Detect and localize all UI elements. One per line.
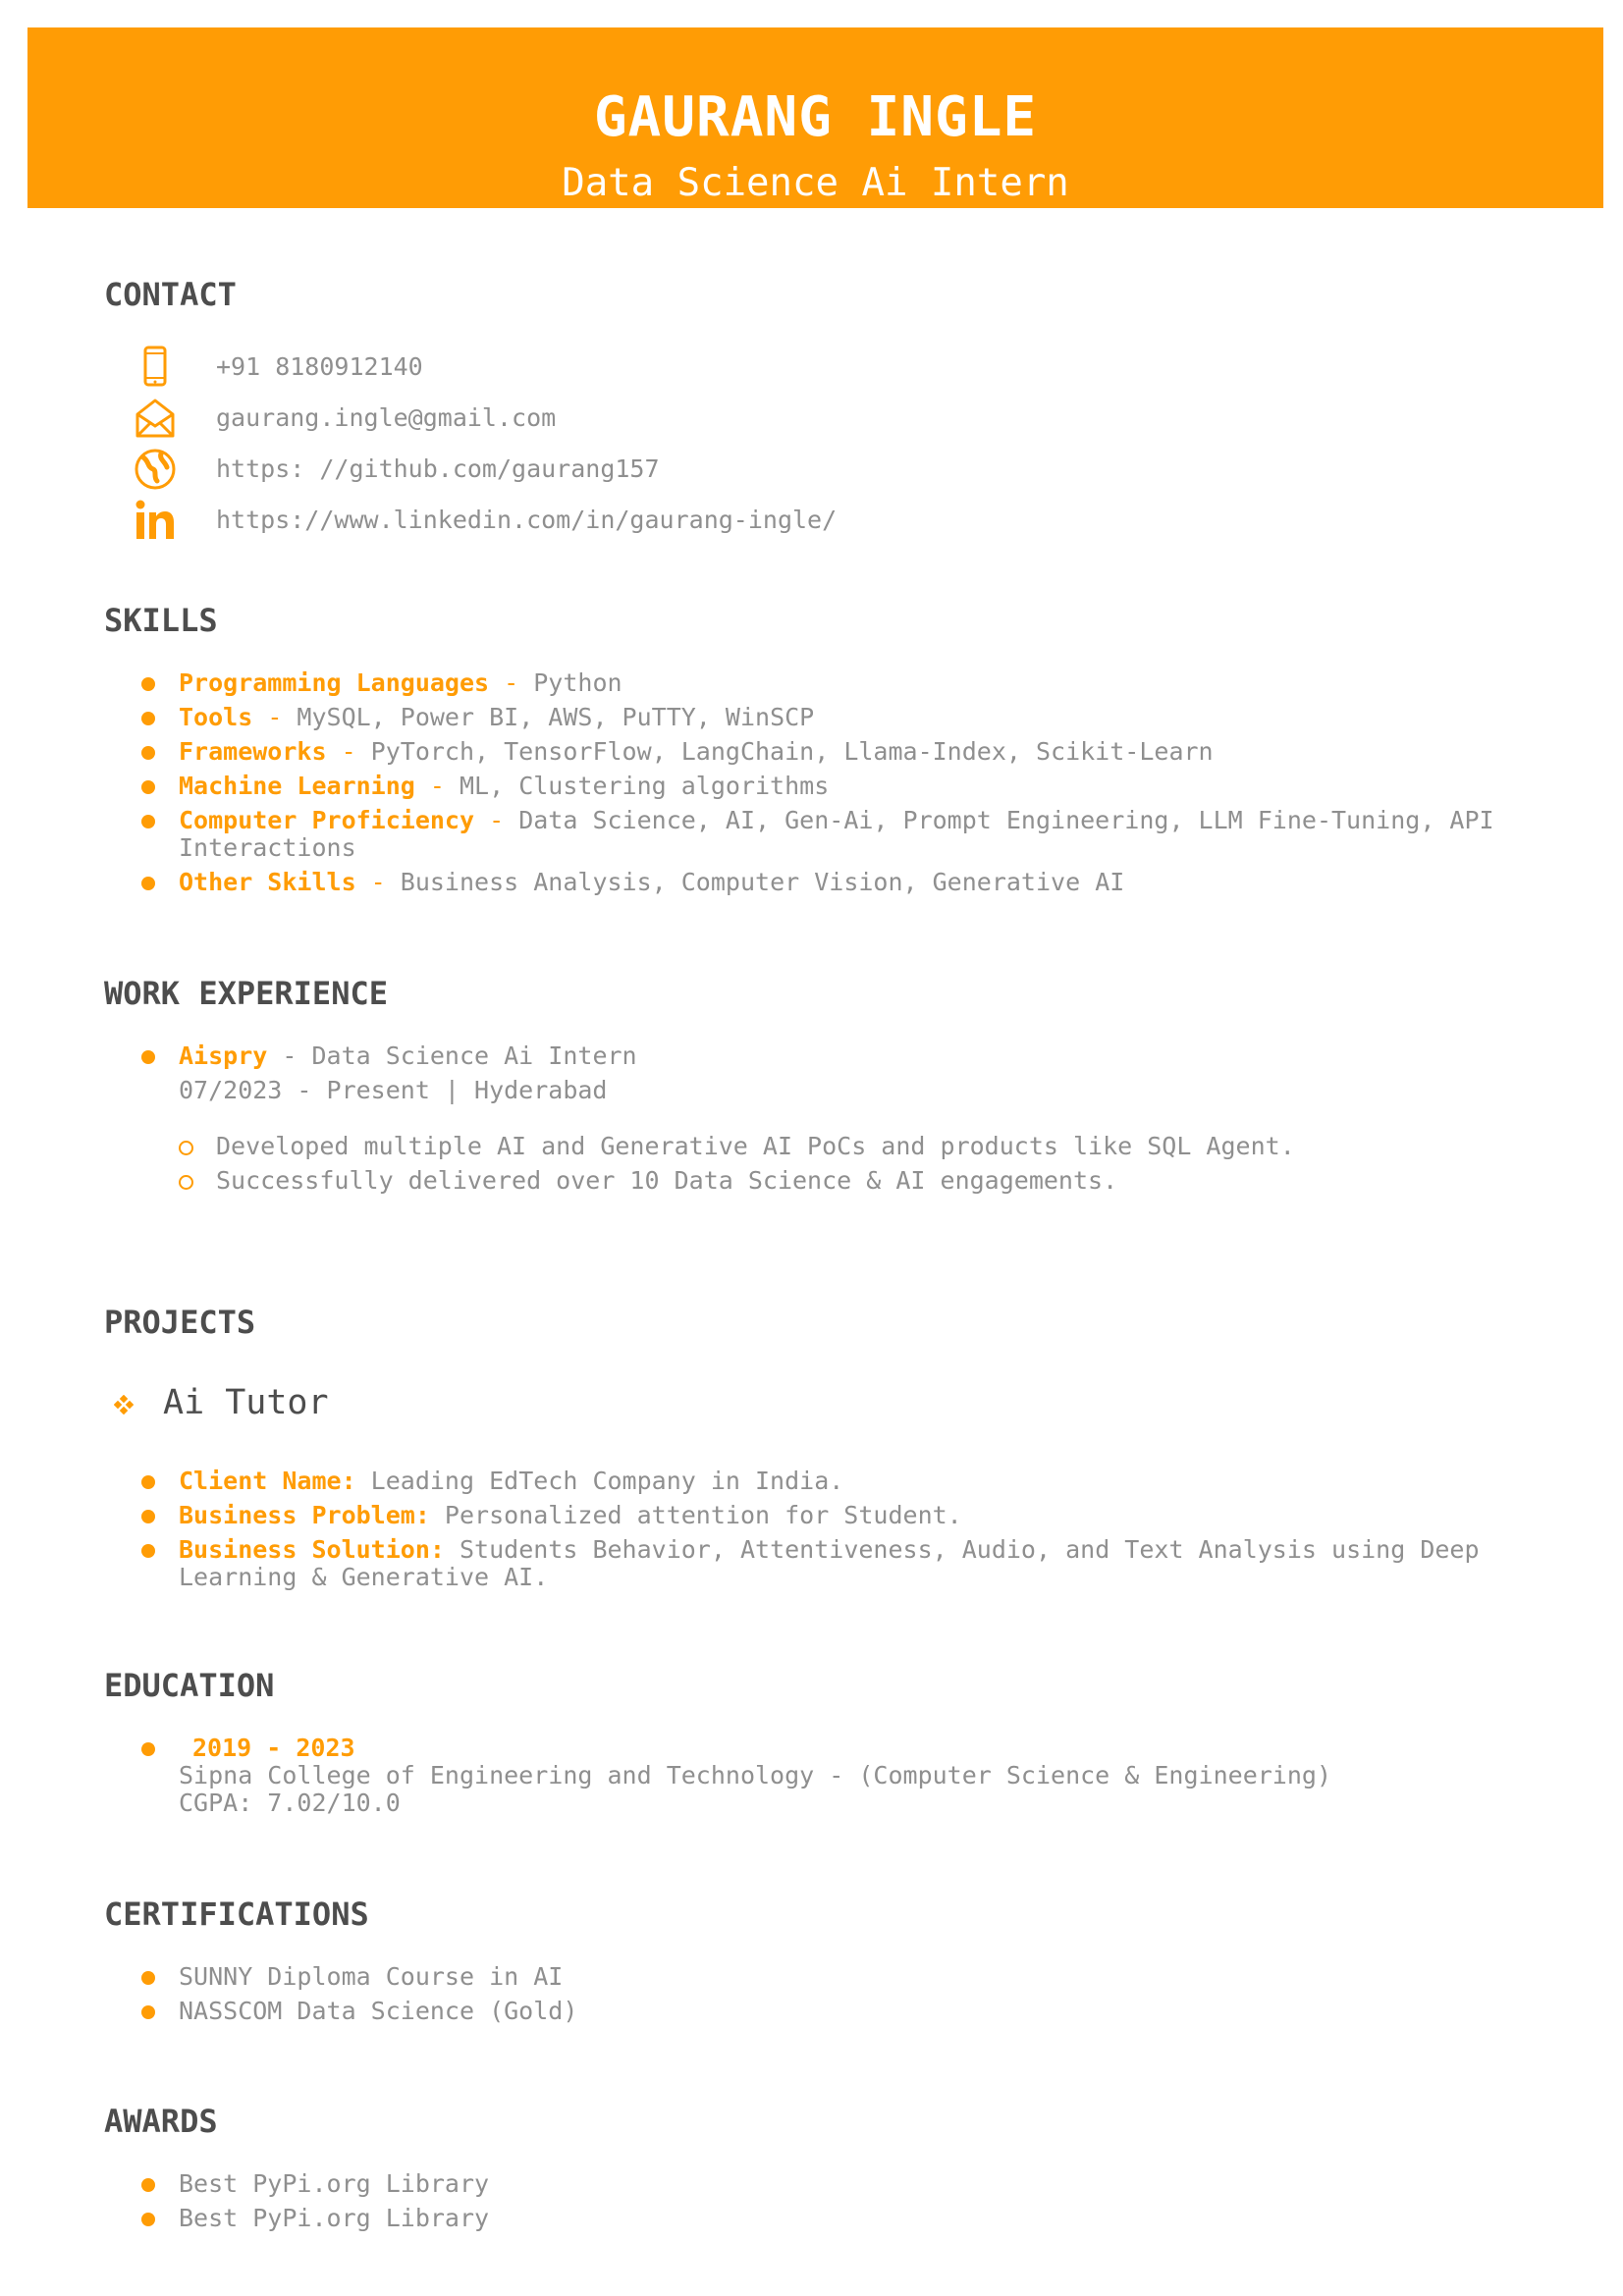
certification-item: NASSCOM Data Science (Gold) bbox=[104, 1998, 1525, 2025]
award-item: Best PyPi.org Library bbox=[104, 2170, 1525, 2198]
bullet-icon bbox=[141, 1742, 155, 1756]
bullet-icon bbox=[141, 815, 155, 828]
education-college: Sipna College of Engineering and Technology - (Computer Science & Engineering) bbox=[179, 1761, 1331, 1789]
bullet-icon bbox=[141, 677, 155, 691]
certifications-section bbox=[104, 1895, 1525, 2052]
bullet-icon bbox=[141, 712, 155, 725]
contact-email-text[interactable]: gaurang.ingle@gmail.com bbox=[216, 403, 557, 432]
skills-section bbox=[104, 601, 1525, 915]
circle-bullet-icon bbox=[179, 1141, 193, 1155]
skill-item: Computer Proficiency - Data Science, AI, Gen-Ai, Prompt Engineering, LLM Fine-Tuning, API Interactions bbox=[104, 807, 1525, 862]
skill-item: Tools - MySQL, Power BI, AWS, PuTTY, WinSCP bbox=[104, 704, 1525, 731]
education-list bbox=[104, 1735, 1525, 1817]
contact-phone-text: +91 8180912140 bbox=[216, 352, 423, 381]
project-detail: Client Name: Leading EdTech Company in India. bbox=[104, 1468, 1525, 1495]
projects-section bbox=[104, 1303, 1525, 1597]
diamond-bullet-icon bbox=[114, 1395, 134, 1415]
certifications-list bbox=[104, 1963, 1525, 2025]
education-cgpa: CGPA: 7.02/10.0 bbox=[179, 1789, 401, 1817]
bullet-icon bbox=[141, 746, 155, 760]
bullet-icon bbox=[141, 2213, 155, 2226]
section-title: CONTACT bbox=[104, 276, 237, 313]
skills-list bbox=[104, 669, 1525, 896]
skill-item: Programming Languages - Python bbox=[104, 669, 1525, 697]
awards-section bbox=[104, 2102, 1525, 2259]
phone-icon bbox=[134, 346, 177, 389]
section-title: WORK EXPERIENCE bbox=[104, 975, 388, 1012]
bullet-icon bbox=[141, 1510, 155, 1523]
job-period: 07/2023 - Present | Hyderabad bbox=[179, 1076, 608, 1104]
section-title: EDUCATION bbox=[104, 1667, 275, 1704]
work-point: Developed multiple AI and Generative AI PoCs and products like SQL Agent. bbox=[104, 1133, 1525, 1160]
mail-icon bbox=[134, 397, 177, 440]
awards-list bbox=[104, 2170, 1525, 2232]
section-title: AWARDS bbox=[104, 2103, 218, 2140]
skill-item: Machine Learning - ML, Clustering algorithms bbox=[104, 773, 1525, 800]
project-details bbox=[104, 1468, 1525, 1591]
bullet-icon bbox=[141, 1971, 155, 1985]
section-title: SKILLS bbox=[104, 602, 218, 639]
candidate-name: GAURANG INGLE bbox=[593, 85, 1038, 149]
bullet-icon bbox=[141, 2005, 155, 2019]
work-point: Successfully delivered over 10 Data Science & AI engagements. bbox=[104, 1167, 1525, 1195]
section-title: PROJECTS bbox=[104, 1304, 256, 1341]
section-title: CERTIFICATIONS bbox=[104, 1896, 369, 1933]
skill-item: Frameworks - PyTorch, TensorFlow, LangChain, Llama-Index, Scikit-Learn bbox=[104, 738, 1525, 766]
education-entry bbox=[104, 1735, 1525, 1817]
resume-header bbox=[27, 27, 1603, 208]
job-entry: Aispry - Data Science Ai Intern bbox=[104, 1042, 1525, 1070]
bullet-icon bbox=[141, 877, 155, 890]
project-detail: Business Problem: Personalized attention for Student. bbox=[104, 1502, 1525, 1529]
contact-linkedin-text[interactable]: https://www.linkedin.com/in/gaurang-ingle/ bbox=[216, 506, 838, 534]
bullet-icon bbox=[141, 1050, 155, 1064]
candidate-role: Data Science Ai Intern bbox=[562, 161, 1069, 205]
contact-section bbox=[104, 275, 1525, 540]
bullet-icon bbox=[141, 1475, 155, 1489]
bullet-icon bbox=[141, 1544, 155, 1558]
work-list bbox=[104, 1042, 1525, 1104]
bullet-icon bbox=[141, 2178, 155, 2192]
skill-item: Other Skills - Business Analysis, Computer Vision, Generative AI bbox=[104, 869, 1525, 896]
education-years: 2019 - 2023 bbox=[192, 1734, 355, 1762]
award-item: Best PyPi.org Library bbox=[104, 2205, 1525, 2232]
project-heading bbox=[104, 1381, 1525, 1430]
project-detail: Business Solution: Students Behavior, Attentiveness, Audio, and Text Analysis using Deep Learning & Generative AI. bbox=[104, 1536, 1525, 1591]
project-title: Ai Tutor bbox=[163, 1383, 329, 1422]
work-points bbox=[104, 1133, 1525, 1195]
certification-item: SUNNY Diploma Course in AI bbox=[104, 1963, 1525, 1991]
work-section bbox=[104, 974, 1525, 1229]
globe-icon bbox=[134, 448, 177, 491]
bullet-icon bbox=[141, 780, 155, 794]
contact-github-text[interactable]: https: //github.com/gaurang157 bbox=[216, 454, 660, 483]
education-section bbox=[104, 1666, 1525, 1842]
linkedin-icon bbox=[134, 499, 177, 542]
circle-bullet-icon bbox=[179, 1175, 193, 1190]
